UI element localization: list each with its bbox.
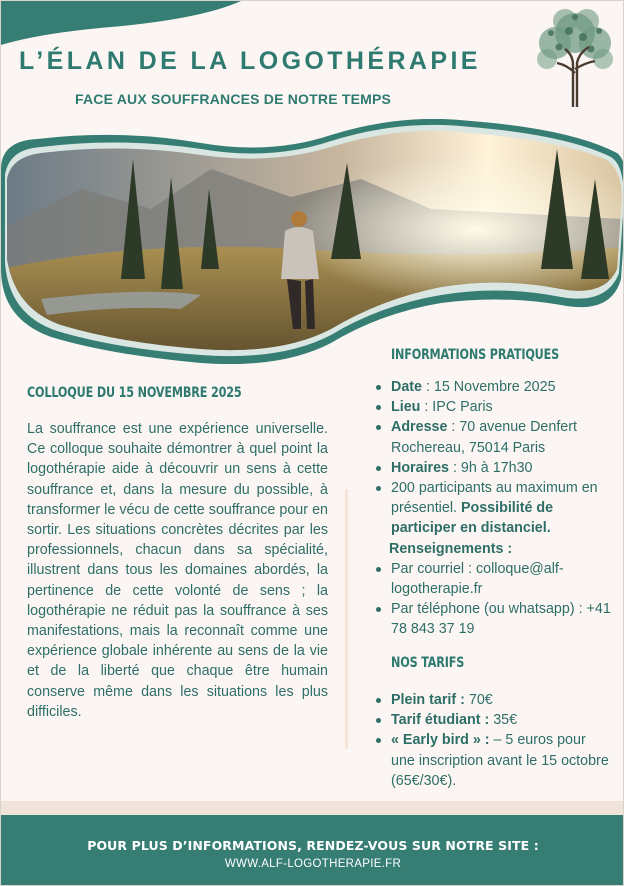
list-item-adresse: Adresse : 70 avenue Denfert Rochereau, 75014 Paris: [373, 417, 613, 457]
list-item-courriel[interactable]: Par courriel : colloque@alf-logotherapie.fr: [373, 559, 613, 599]
colloque-description: La souffrance est une expérience universelle. Ce colloque souhaite démontrer à quel point la logothérapie aide à découvrir un sens à cette souffrance et, dans la mesure du possible, à transformer le vécu de cette souffrance pour en sortir. Les situations concrètes décrites par les professionnels, chacun dans sa spécialité, illustrent dans tous les domaines abordés, la pertinence de cette volonté de sens ; la logothérapie ne réduit pas la souffrance à ses manifestations, mais la reconnaît comme une expérience globale inhérente au sens de la vie et de la liberté que chaque être humain conserve même dans les situations les plus difficiles.: [27, 421, 328, 720]
page-subtitle: FACE AUX SOUFFRANCES DE NOTRE TEMPS: [75, 91, 392, 107]
list-item-early-bird: « Early bird » : – 5 euros pour une inscription avant le 15 octobre (65€/30€).: [373, 730, 613, 791]
tarifs-list: [373, 690, 613, 791]
tarifs-heading: NOS TARIFS: [391, 655, 465, 671]
column-divider: [345, 489, 348, 749]
list-item-horaires: Horaires : 9h à 17h30: [373, 458, 613, 478]
tree-logo-icon: [529, 3, 621, 107]
info-heading: INFORMATIONS PRATIQUES: [391, 347, 560, 363]
list-item-date: Date : 15 Novembre 2025: [373, 377, 613, 397]
website-link[interactable]: WWW.ALF-LOGOTHERAPIE.FR: [224, 858, 402, 870]
page-title: L’ÉLAN DE LA LOGOTHÉRAPIE: [19, 47, 481, 75]
colloque-heading: COLLOQUE DU 15 NOVEMBRE 2025: [27, 385, 242, 401]
footer-info-text: POUR PLUS D’INFORMATIONS, RENDEZ-VOUS SUR NOTRE SITE :: [87, 838, 539, 853]
list-item-plein-tarif: Plein tarif : 70€: [373, 690, 613, 710]
renseignements-label: Renseignements :: [389, 540, 513, 557]
list-item-telephone[interactable]: Par téléphone (ou whatsapp) : +41 78 843 37 19: [373, 599, 613, 639]
list-item-tarif-etudiant: Tarif étudiant : 35€: [373, 710, 613, 730]
list-item-participants: 200 participants au maximum en présentiel. Possibilité de participer en distanciel.: [373, 478, 613, 539]
list-item-lieu: Lieu : IPC Paris: [373, 397, 613, 417]
info-list: [373, 377, 613, 640]
hero-photo: [1, 119, 624, 364]
